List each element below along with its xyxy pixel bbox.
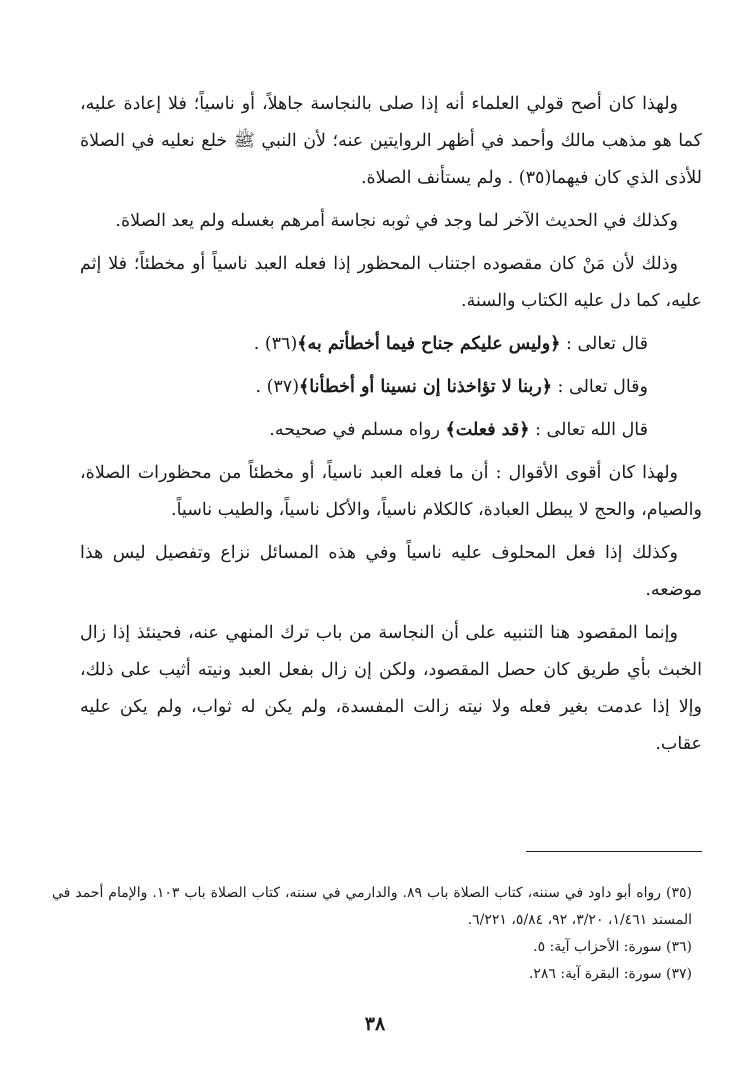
quote-1-ref: (٣٦) . [253,334,298,354]
paragraph-4: ولهذا كان أقوى الأقوال : أن ما فعله العبد ناسياً، أو مخطئاً من محظورات الصلاة، والصيام، والحج لا يبطل العبادة، كالكلام ناسياً، والأكل ناسياً، والطيب ناسياً. [80,463,702,520]
paragraph-2: وكذلك في الحديث الآخر لما وجد في ثوبه نجاسة أمرهم بغسله ولم يعد الصلاة. [115,211,678,231]
quran-quote-1 [80,326,702,363]
quote-2-ref: (٣٧) . [255,377,300,397]
quote-2-prefix: وقال تعالى : [557,377,648,397]
main-text [80,86,702,769]
paragraph-5: وكذلك إذا فعل المحلوف عليه ناسياً وفي هذه المسائل نزاع وتفصيل ليس هذا موضعه. [80,543,702,600]
footnote-37: (٣٧) سورة: البقرة آية: ٢٨٦. [528,966,692,982]
quote-3-verse: ﴿قد فعلت﴾ [445,420,530,440]
quote-3-prefix: قال الله تعالى : [535,420,648,440]
quote-1-verse: ﴿وليس عليكم جناح فيما أخطأتم به﴾ [297,334,561,354]
quote-2-verse: ﴿ربنا لا تؤاخذنا إن نسينا أو أخطأنا﴾ [299,377,552,397]
paragraph-1: ولهذا كان أصح قولي العلماء أنه إذا صلى بالنجاسة جاهلاً، أو ناسياً؛ فلا إعادة عليه، كما هو مذهب مالك وأحمد في أظهر الروايتين عنه؛ لأن النبي ﷺ خلع نعليه في الصلاة للأذى الذي كان فيهما(٣٥) . ولم يستأنف الصلاة. [80,94,702,188]
hadith-quote-3 [80,412,702,449]
quran-quote-2 [80,369,702,406]
paragraph-6: وإنما المقصود هنا التنبيه على أن النجاسة من باب ترك المنهي عنه، فحينئذ إذا زال الخبث بأي طريق كان حصل المقصود، ولكن إن زال بفعل العبد ونيته أثيب على ذلك، وإلا إذا عدمت بغير فعله ولا نيته زالت المفسدة، ولم يكن له ثواب، ولم يكن عليه عقاب. [80,623,702,754]
footnote-36: (٣٦) سورة: الأحزاب آية: ٥. [533,939,692,955]
footnote-35: (٣٥) رواه أبو داود في سننه، كتاب الصلاة باب ٨٩. والدارمي في سننه، كتاب الصلاة باب ١٠٣. والإمام أحمد في المسند ١/٤٦١، ٣/٢٠، ٩٢، ٥/٨٤، ٦/٢٢١. [52,885,692,928]
paragraph-3: وذلك لأن مَنْ كان مقصوده اجتناب المحظور إذا فعله العبد ناسياً أو مخطئاً؛ فلا إثم عليه، كما دل عليه الكتاب والسنة. [80,254,702,311]
footnote-divider [526,851,702,852]
quote-1-prefix: قال تعالى : [566,334,648,354]
quote-3-suffix: رواه مسلم في صحيحه. [269,420,440,440]
page-number: ٣٨ [364,1013,386,1035]
footnotes [52,880,692,988]
